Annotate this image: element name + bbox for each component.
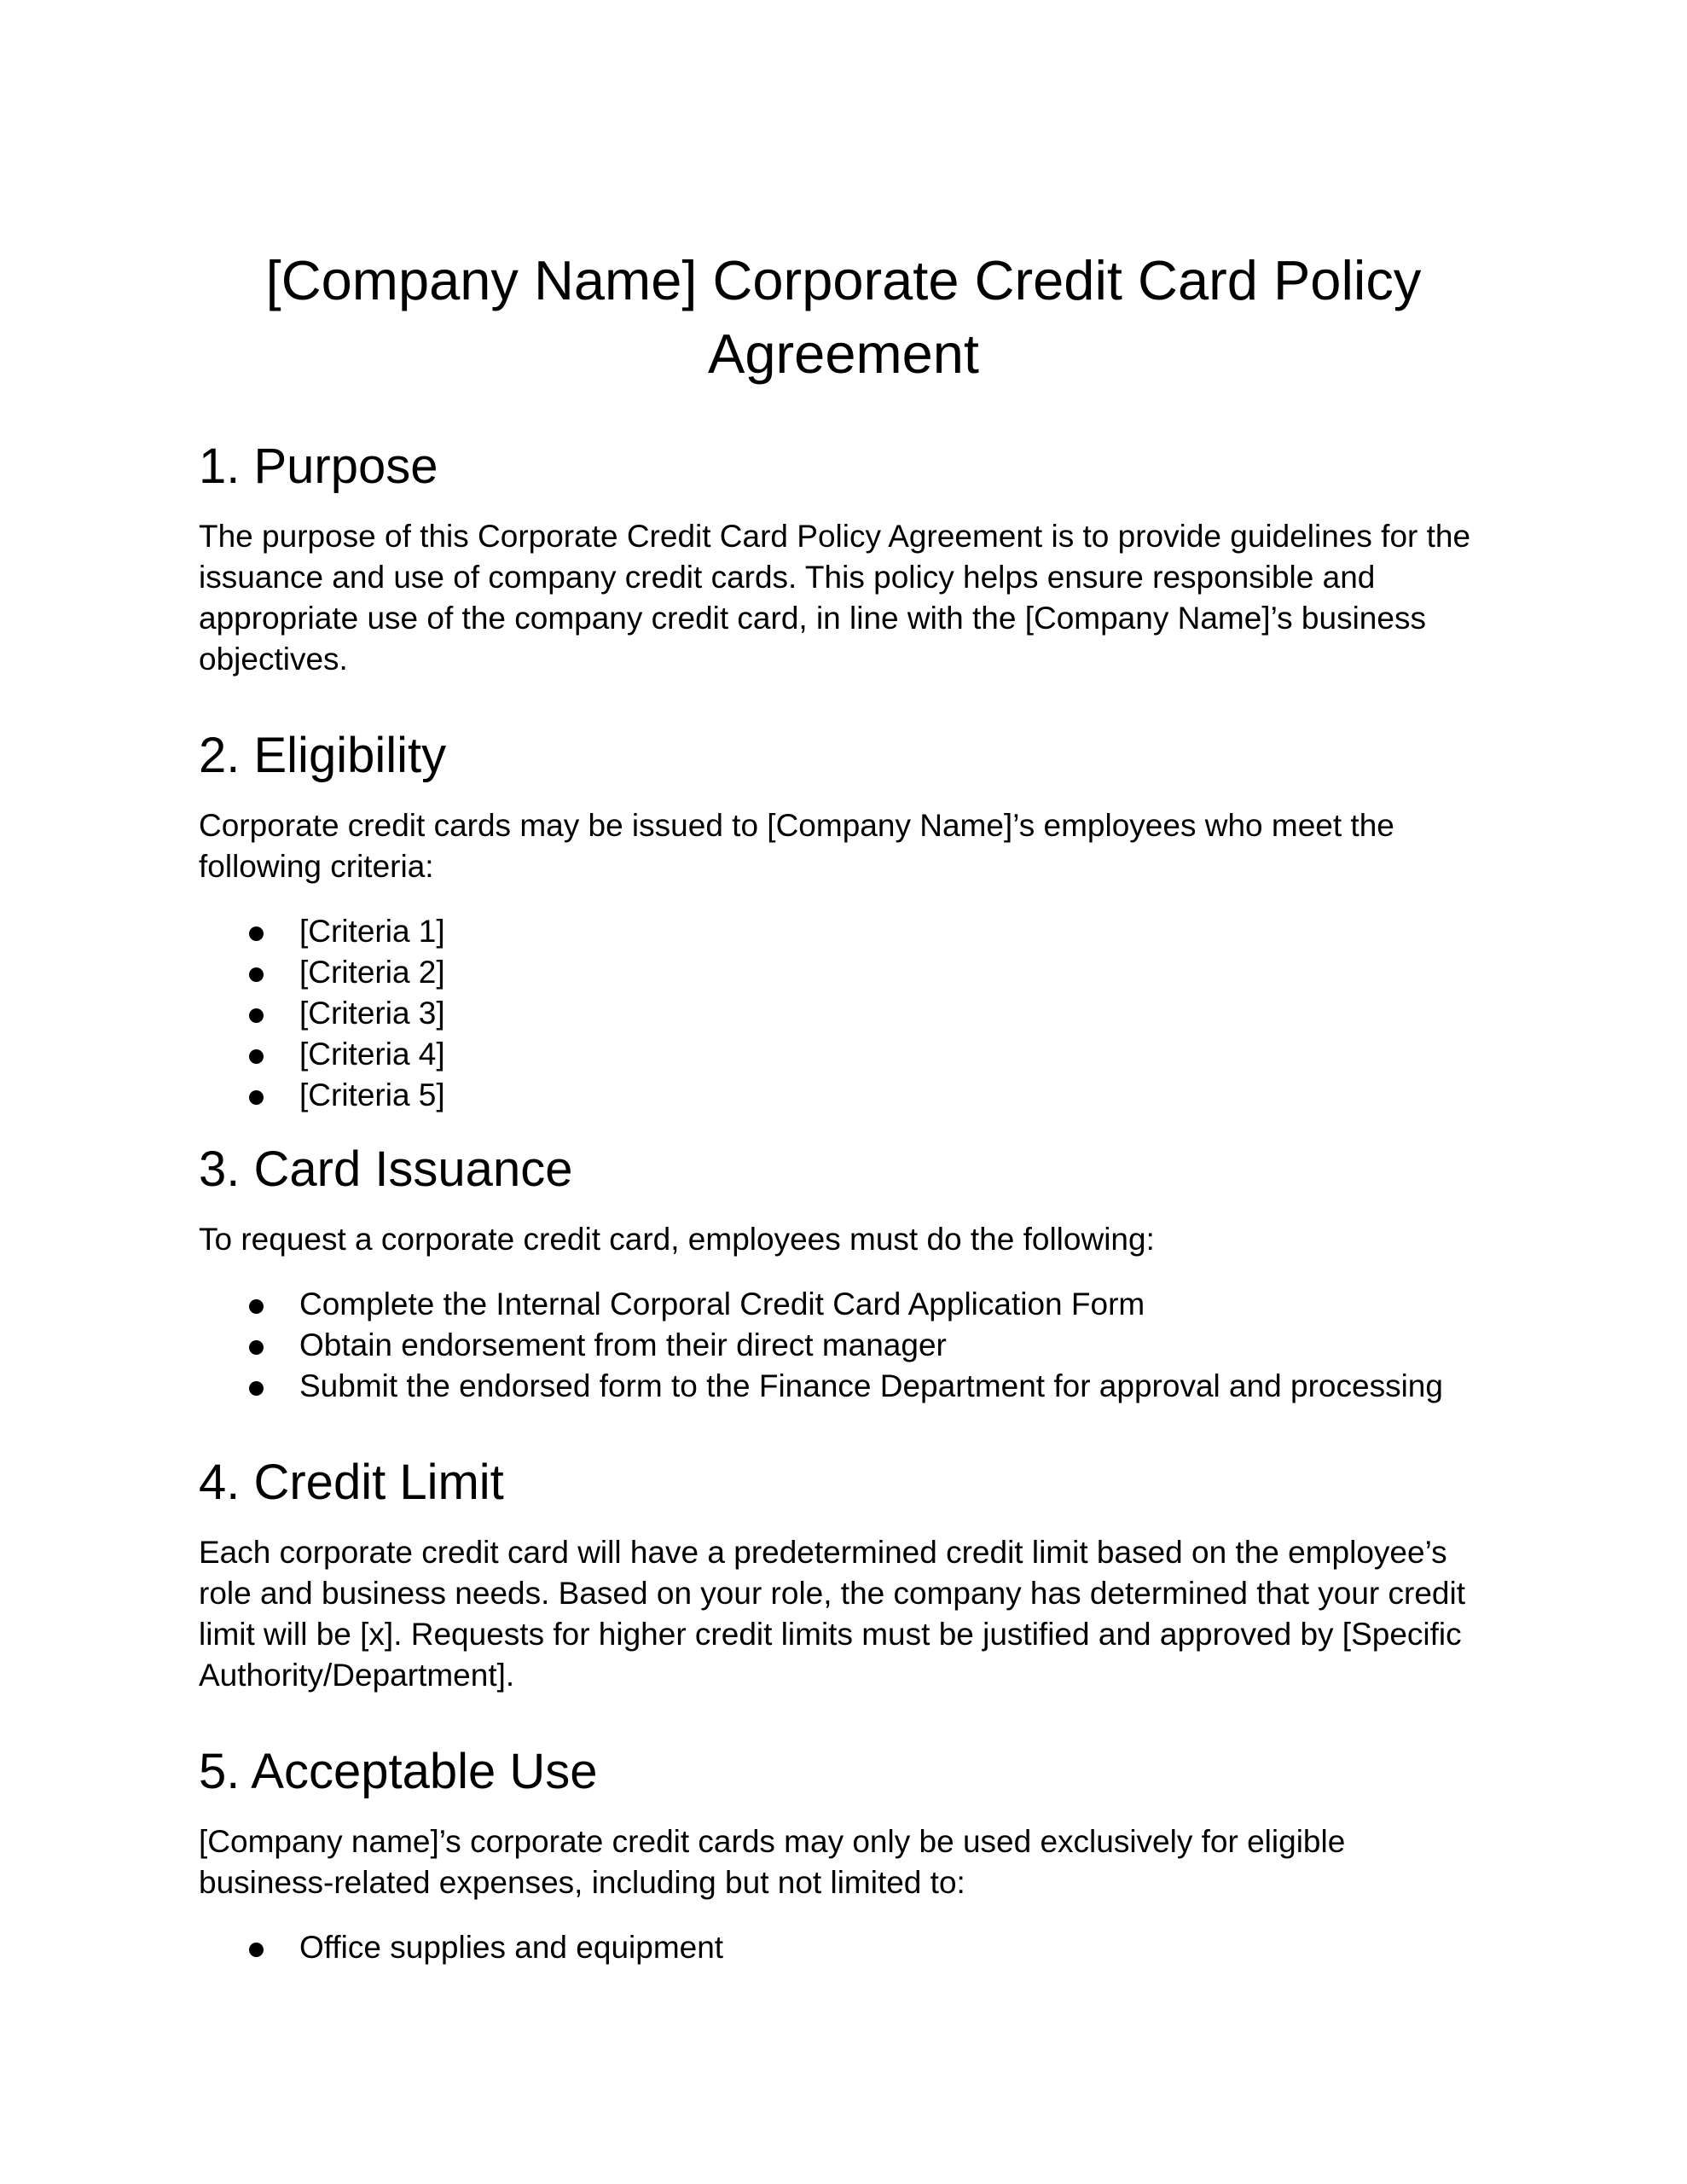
list-item-text: [Criteria 5]: [299, 1077, 445, 1112]
issuance-steps-list: [199, 1284, 1488, 1407]
list-item-text: Submit the endorsed form to the Finance Department for approval and processing: [299, 1368, 1443, 1403]
list-item-text: [Criteria 2]: [299, 955, 445, 990]
list-item-text: Office supplies and equipment: [299, 1930, 724, 1965]
list-item: [199, 1325, 1488, 1366]
document-title: [Company Name] Corporate Credit Card Policy Agreement: [265, 249, 1422, 385]
list-item-text: [Criteria 1]: [299, 914, 445, 949]
list-item: [199, 1366, 1488, 1407]
section-paragraph: To request a corporate credit card, employees must do the following:: [199, 1222, 1155, 1257]
list-item: [199, 1927, 1488, 1968]
bullet-icon: [249, 1381, 264, 1396]
bullet-icon: [249, 1049, 264, 1064]
bullet-icon: [249, 1008, 264, 1023]
list-item: [199, 993, 1488, 1034]
section-paragraph: The purpose of this Corporate Credit Card Policy Agreement is to provide guidelines for the issuance and use of company credit cards. This policy helps ensure responsible and appropriate use of the company credit card, in line with the [Company Name]’s business objectives.: [199, 519, 1471, 677]
list-item-text: [Criteria 4]: [299, 1037, 445, 1072]
bullet-icon: [249, 1340, 264, 1355]
document-content: [199, 0, 1488, 1968]
list-item-text: Complete the Internal Corporal Credit Card Application Form: [299, 1287, 1145, 1321]
section-heading-acceptable-use: 5. Acceptable Use: [199, 1744, 598, 1799]
list-item: [199, 911, 1488, 952]
section-heading-purpose: 1. Purpose: [199, 439, 438, 494]
list-item-text: [Criteria 3]: [299, 996, 445, 1031]
bullet-icon: [249, 1090, 264, 1105]
section-heading-eligibility: 2. Eligibility: [199, 728, 447, 783]
bullet-icon: [249, 967, 264, 982]
section-heading-card-issuance: 3. Card Issuance: [199, 1141, 573, 1197]
list-item: [199, 1284, 1488, 1325]
acceptable-use-list: [199, 1927, 1488, 1968]
section-paragraph: Each corporate credit card will have a predetermined credit limit based on the employee’s role and business needs. Based on your role, the company has determined that your credit limit will be [x]. Requests for higher credit limits must be justified and approved by [Specific Authority/Department].: [199, 1535, 1465, 1693]
section-paragraph: Corporate credit cards may be issued to [Company Name]’s employees who meet the following criteria:: [199, 808, 1394, 884]
bullet-icon: [249, 1299, 264, 1314]
list-item: [199, 1034, 1488, 1075]
criteria-list: [199, 911, 1488, 1116]
list-item: [199, 952, 1488, 993]
list-item: [199, 1075, 1488, 1116]
section-paragraph: [Company name]’s corporate credit cards may only be used exclusively for eligible business‑related expenses, including but not limited to:: [199, 1824, 1346, 1900]
bullet-icon: [249, 1943, 264, 1957]
list-item-text: Obtain endorsement from their direct manager: [299, 1327, 947, 1362]
bullet-icon: [249, 926, 264, 941]
section-heading-credit-limit: 4. Credit Limit: [199, 1455, 504, 1510]
